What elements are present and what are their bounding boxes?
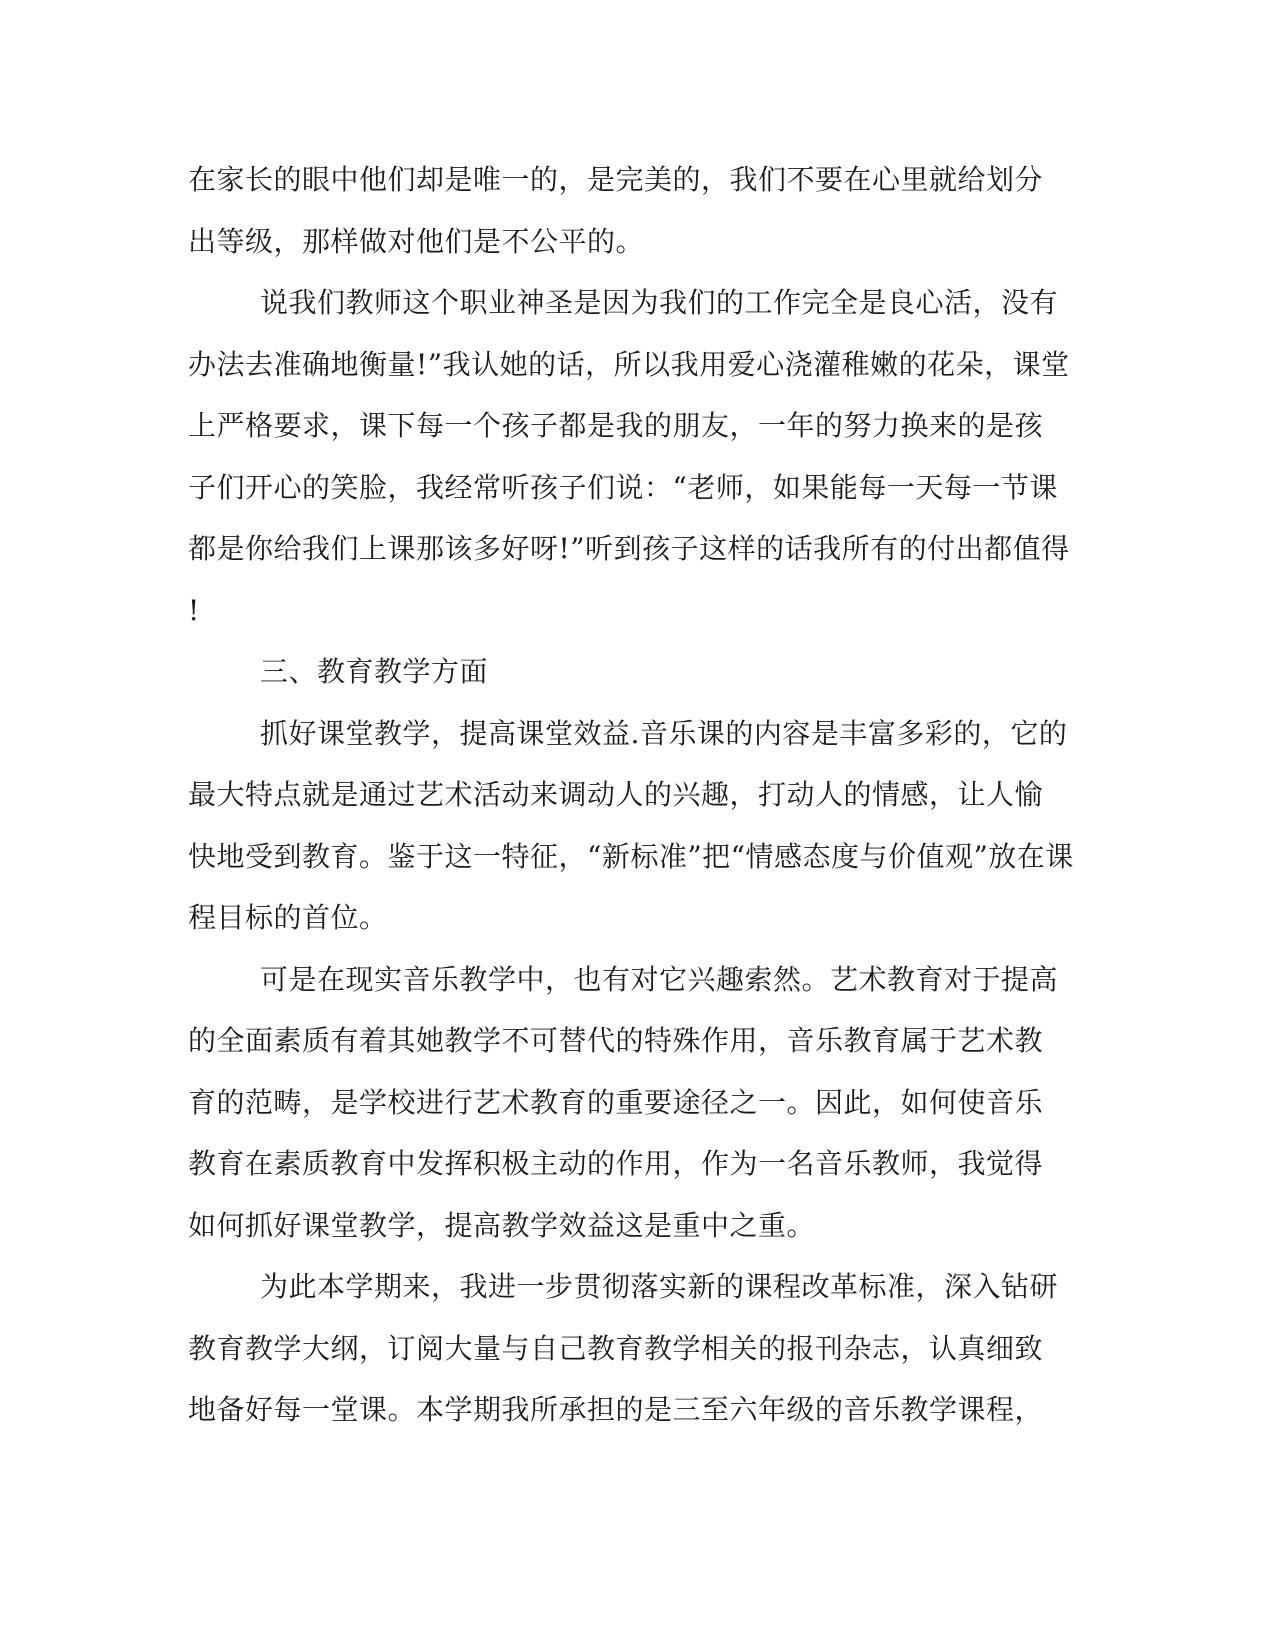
text-line: 快地受到教育。鉴于这一特征，“新标准”把“情感态度与价值观”放在课 [188, 839, 1074, 873]
text-line: 教育教学大纲，订阅大量与自己教育教学相关的报刊杂志，认真细致 [188, 1331, 1044, 1365]
text-line: 程目标的首位。 [188, 901, 388, 934]
text-line: 可是在现实音乐教学中，也有对它兴趣索然。艺术教育对于提高 [260, 962, 1059, 996]
body-text [188, 160, 1078, 1452]
text-line: 最大特点就是通过艺术活动来调动人的兴趣，打动人的情感，让人愉 [188, 778, 1044, 811]
text-line: 在家长的眼中他们却是唯一的，是完美的，我们不要在心里就给划分 [188, 163, 1044, 196]
text-line: ! [188, 593, 200, 627]
text-line: 地备好每一堂课。本学期我所承担的是三至六年级的音乐教学课程， [188, 1393, 1044, 1426]
text-line: 教育在素质教育中发挥积极主动的作用，作为一名音乐教师，我觉得 [188, 1147, 1044, 1180]
text-line: 办法去准确地衡量!”我认她的话，所以我用爱心浇灌稚嫩的花朵，课堂 [188, 347, 1070, 381]
text-line: 育的范畴，是学校进行艺术教育的重要途径之一。因此，如何使音乐 [188, 1085, 1044, 1119]
text-line: 的全面素质有着其她教学不可替代的特殊作用，音乐教育属于艺术教 [188, 1024, 1044, 1057]
text-line: 抓好课堂教学，提高课堂效益.音乐课的内容是丰富多彩的，它的 [260, 716, 1068, 750]
text-line: 如何抓好课堂教学，提高教学效益这是重中之重。 [188, 1208, 816, 1242]
text-line: 上严格要求，课下每一个孩子都是我的朋友，一年的努力换来的是孩 [188, 409, 1044, 442]
text-line: 子们开心的笑脸，我经常听孩子们说：“老师，如果能每一天每一节课 [188, 470, 1058, 504]
text-line: 都是你给我们上课那该多好呀!”听到孩子这样的话我所有的付出都值得 [188, 532, 1070, 565]
text-line: 为此本学期来，我进一步贯彻落实新的课程改革标准，深入钻研 [260, 1270, 1059, 1303]
text-line: 说我们教师这个职业神圣是因为我们的工作完全是良心活，没有 [260, 286, 1059, 319]
section-heading: 三、教育教学方面 [260, 655, 489, 688]
text-line: 出等级，那样做对他们是不公平的。 [188, 224, 645, 258]
